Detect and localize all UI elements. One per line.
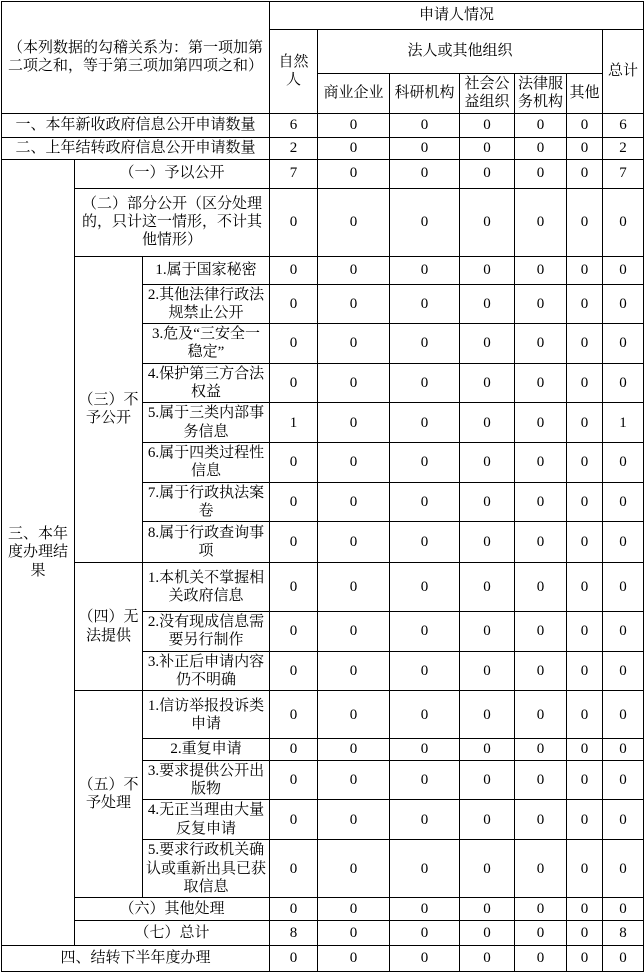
value-cell: 0 — [460, 284, 515, 324]
value-cell: 0 — [318, 691, 390, 739]
value-cell: 0 — [460, 946, 515, 972]
header-sub-col-social: 社会公益组织 — [460, 74, 515, 114]
value-cell: 0 — [318, 563, 390, 612]
value-cell: 0 — [515, 256, 567, 284]
header-note: （本列数据的勾稽关系为：第一项加第二项之和，等于第三项加第四项之和） — [2, 2, 270, 114]
table-row — [2, 188, 644, 256]
value-cell: 0 — [515, 563, 567, 612]
value-cell: 0 — [460, 522, 515, 563]
row-label: （二）部分公开（区分处理的，只计这一情形，不计其他情形） — [75, 188, 270, 256]
value-cell: 0 — [460, 137, 515, 159]
row-label: 2.没有现成信息需要另行制作 — [143, 612, 270, 652]
value-cell: 0 — [515, 921, 567, 946]
group-label-not-disclosed: （三）不予公开 — [75, 256, 143, 563]
value-cell: 0 — [318, 522, 390, 563]
value-cell: 0 — [318, 651, 390, 691]
value-cell: 0 — [270, 188, 318, 256]
value-cell: 8 — [603, 921, 644, 946]
value-cell: 0 — [567, 137, 603, 159]
row-label: 8.属于行政查询事项 — [143, 522, 270, 563]
value-cell: 0 — [270, 442, 318, 482]
value-cell: 0 — [567, 612, 603, 652]
row-label: 二、上年结转政府信息公开申请数量 — [2, 137, 270, 159]
value-cell: 0 — [390, 113, 460, 137]
value-cell: 0 — [567, 159, 603, 188]
value-cell: 0 — [515, 946, 567, 972]
value-cell: 0 — [318, 898, 390, 921]
table-row — [2, 113, 644, 137]
row-label: 5.属于三类内部事务信息 — [143, 403, 270, 443]
report-table — [1, 1, 644, 972]
value-cell: 0 — [390, 840, 460, 898]
value-cell: 0 — [318, 363, 390, 403]
value-cell: 0 — [567, 403, 603, 443]
value-cell: 0 — [567, 442, 603, 482]
value-cell: 0 — [390, 563, 460, 612]
value-cell: 0 — [270, 691, 318, 739]
value-cell: 0 — [318, 612, 390, 652]
header-sub-col-legal-service: 法律服务机构 — [515, 74, 567, 114]
value-cell: 0 — [390, 324, 460, 364]
value-cell: 0 — [318, 800, 390, 840]
value-cell: 0 — [603, 651, 644, 691]
table-row — [2, 691, 644, 739]
value-cell: 0 — [390, 159, 460, 188]
row-label: 3.补正后申请内容仍不明确 — [143, 651, 270, 691]
value-cell: 0 — [460, 159, 515, 188]
value-cell: 0 — [390, 522, 460, 563]
value-cell: 0 — [460, 921, 515, 946]
value-cell: 0 — [318, 482, 390, 522]
table-row — [2, 921, 644, 946]
value-cell: 0 — [515, 800, 567, 840]
value-cell: 0 — [390, 284, 460, 324]
row-label: （七）总计 — [75, 921, 270, 946]
value-cell: 0 — [567, 840, 603, 898]
value-cell: 0 — [390, 403, 460, 443]
row-label: 1.信访举报投诉类申请 — [143, 691, 270, 739]
value-cell: 0 — [460, 612, 515, 652]
header-total: 总计 — [603, 30, 644, 114]
value-cell: 0 — [567, 898, 603, 921]
value-cell: 0 — [567, 946, 603, 972]
value-cell: 0 — [515, 522, 567, 563]
value-cell: 0 — [390, 188, 460, 256]
value-cell: 0 — [515, 612, 567, 652]
table-row — [2, 159, 644, 188]
value-cell: 0 — [318, 921, 390, 946]
value-cell: 1 — [603, 403, 644, 443]
value-cell: 0 — [390, 363, 460, 403]
value-cell: 0 — [318, 760, 390, 800]
value-cell: 0 — [515, 739, 567, 760]
value-cell: 0 — [460, 898, 515, 921]
value-cell: 0 — [390, 898, 460, 921]
value-cell: 0 — [567, 188, 603, 256]
value-cell: 6 — [270, 113, 318, 137]
value-cell: 0 — [515, 691, 567, 739]
row-label: 3.危及“三安全一稳定” — [143, 324, 270, 364]
value-cell: 0 — [567, 363, 603, 403]
value-cell: 8 — [270, 921, 318, 946]
value-cell: 0 — [460, 113, 515, 137]
value-cell: 0 — [460, 760, 515, 800]
value-cell: 6 — [603, 113, 644, 137]
value-cell: 0 — [603, 898, 644, 921]
value-cell: 0 — [515, 760, 567, 800]
table-row — [2, 563, 644, 612]
value-cell: 0 — [603, 760, 644, 800]
value-cell: 0 — [270, 522, 318, 563]
value-cell: 0 — [270, 760, 318, 800]
value-cell: 0 — [603, 324, 644, 364]
value-cell: 0 — [270, 651, 318, 691]
value-cell: 0 — [567, 482, 603, 522]
value-cell: 0 — [390, 442, 460, 482]
value-cell: 2 — [603, 137, 644, 159]
row-label: （一）予以公开 — [75, 159, 270, 188]
value-cell: 0 — [390, 256, 460, 284]
value-cell: 1 — [270, 403, 318, 443]
value-cell: 0 — [270, 256, 318, 284]
value-cell: 0 — [390, 739, 460, 760]
header-applicant-group: 申请人情况 — [270, 2, 644, 30]
value-cell: 0 — [515, 188, 567, 256]
value-cell: 0 — [390, 760, 460, 800]
value-cell: 0 — [567, 522, 603, 563]
value-cell: 0 — [603, 691, 644, 739]
value-cell: 0 — [270, 946, 318, 972]
value-cell: 0 — [270, 840, 318, 898]
value-cell: 0 — [460, 651, 515, 691]
value-cell: 0 — [270, 482, 318, 522]
group-label-unable-to-provide: （四）无法提供 — [75, 563, 143, 691]
value-cell: 0 — [460, 188, 515, 256]
value-cell: 0 — [270, 612, 318, 652]
value-cell: 0 — [567, 651, 603, 691]
value-cell: 0 — [390, 921, 460, 946]
table-row — [2, 256, 644, 284]
value-cell: 0 — [318, 159, 390, 188]
value-cell: 0 — [515, 651, 567, 691]
value-cell: 0 — [567, 921, 603, 946]
value-cell: 0 — [515, 442, 567, 482]
value-cell: 0 — [460, 442, 515, 482]
value-cell: 0 — [318, 840, 390, 898]
value-cell: 0 — [515, 898, 567, 921]
value-cell: 0 — [603, 188, 644, 256]
value-cell: 0 — [515, 137, 567, 159]
row-label: 7.属于行政执法案卷 — [143, 482, 270, 522]
value-cell: 7 — [603, 159, 644, 188]
value-cell: 0 — [390, 137, 460, 159]
row-label: 一、本年新收政府信息公开申请数量 — [2, 113, 270, 137]
value-cell: 0 — [515, 324, 567, 364]
value-cell: 0 — [318, 188, 390, 256]
value-cell: 0 — [270, 898, 318, 921]
value-cell: 0 — [390, 800, 460, 840]
row-label: 4.无正当理由大量反复申请 — [143, 800, 270, 840]
value-cell: 0 — [270, 324, 318, 364]
value-cell: 0 — [270, 739, 318, 760]
value-cell: 0 — [567, 563, 603, 612]
value-cell: 0 — [603, 612, 644, 652]
header-sub-col-research: 科研机构 — [390, 74, 460, 114]
value-cell: 0 — [515, 482, 567, 522]
value-cell: 0 — [603, 739, 644, 760]
row-label: 2.重复申请 — [143, 739, 270, 760]
value-cell: 0 — [318, 946, 390, 972]
value-cell: 2 — [270, 137, 318, 159]
value-cell: 0 — [460, 324, 515, 364]
value-cell: 0 — [515, 363, 567, 403]
value-cell: 0 — [567, 256, 603, 284]
row-label: 1.属于国家秘密 — [143, 256, 270, 284]
row-label: 6.属于四类过程性信息 — [143, 442, 270, 482]
value-cell: 7 — [270, 159, 318, 188]
value-cell: 0 — [460, 363, 515, 403]
value-cell: 0 — [460, 563, 515, 612]
value-cell: 0 — [318, 403, 390, 443]
value-cell: 0 — [515, 840, 567, 898]
value-cell: 0 — [603, 363, 644, 403]
value-cell: 0 — [603, 482, 644, 522]
value-cell: 0 — [460, 403, 515, 443]
value-cell: 0 — [567, 739, 603, 760]
table-row — [2, 2, 644, 30]
value-cell: 0 — [460, 256, 515, 284]
value-cell: 0 — [567, 284, 603, 324]
row-label: 4.保护第三方合法权益 — [143, 363, 270, 403]
header-natural-person: 自然人 — [270, 30, 318, 114]
header-sub-col-other: 其他 — [567, 74, 603, 114]
value-cell: 0 — [318, 256, 390, 284]
value-cell: 0 — [515, 113, 567, 137]
value-cell: 0 — [318, 739, 390, 760]
value-cell: 0 — [318, 442, 390, 482]
value-cell: 0 — [460, 482, 515, 522]
value-cell: 0 — [270, 363, 318, 403]
value-cell: 0 — [390, 651, 460, 691]
value-cell: 0 — [460, 739, 515, 760]
value-cell: 0 — [603, 840, 644, 898]
value-cell: 0 — [603, 522, 644, 563]
value-cell: 0 — [460, 691, 515, 739]
value-cell: 0 — [515, 159, 567, 188]
value-cell: 0 — [460, 840, 515, 898]
group-label-not-processed: （五）不予处理 — [75, 691, 143, 898]
value-cell: 0 — [390, 612, 460, 652]
value-cell: 0 — [603, 563, 644, 612]
value-cell: 0 — [318, 113, 390, 137]
value-cell: 0 — [270, 800, 318, 840]
value-cell: 0 — [567, 113, 603, 137]
value-cell: 0 — [318, 324, 390, 364]
header-legal-group: 法人或其他组织 — [318, 30, 603, 74]
row-label: （六）其他处理 — [75, 898, 270, 921]
value-cell: 0 — [318, 137, 390, 159]
row-label: 四、结转下半年度办理 — [2, 946, 270, 972]
value-cell: 0 — [603, 256, 644, 284]
value-cell: 0 — [603, 946, 644, 972]
value-cell: 0 — [603, 442, 644, 482]
value-cell: 0 — [270, 284, 318, 324]
row-label: 2.其他法律行政法规禁止公开 — [143, 284, 270, 324]
value-cell: 0 — [460, 800, 515, 840]
value-cell: 0 — [603, 284, 644, 324]
value-cell: 0 — [390, 946, 460, 972]
value-cell: 0 — [603, 800, 644, 840]
section-label-year-results: 三、本年度办理结果 — [2, 159, 75, 946]
value-cell: 0 — [390, 482, 460, 522]
value-cell: 0 — [567, 760, 603, 800]
row-label: 5.要求行政机关确认或重新出具已获取信息 — [143, 840, 270, 898]
value-cell: 0 — [515, 403, 567, 443]
row-label: 1.本机关不掌握相关政府信息 — [143, 563, 270, 612]
value-cell: 0 — [567, 800, 603, 840]
header-sub-col-business: 商业企业 — [318, 74, 390, 114]
value-cell: 0 — [390, 691, 460, 739]
table-row — [2, 137, 644, 159]
table-row — [2, 946, 644, 972]
row-label: 3.要求提供公开出版物 — [143, 760, 270, 800]
value-cell: 0 — [515, 284, 567, 324]
value-cell: 0 — [270, 563, 318, 612]
table-row — [2, 898, 644, 921]
value-cell: 0 — [567, 691, 603, 739]
value-cell: 0 — [318, 284, 390, 324]
value-cell: 0 — [567, 324, 603, 364]
